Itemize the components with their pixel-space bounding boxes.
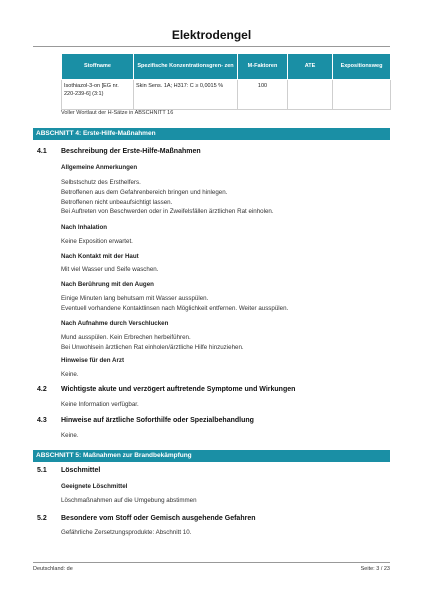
col-header-expositionsweg: Expositionsweg [333,54,391,80]
eye-contact-text [61,294,391,314]
doctor-notes-heading: Hinweise für den Arzt [61,357,125,364]
eye-contact-heading: Nach Berührung mit den Augen [61,281,154,288]
skin-contact-text: Mit viel Wasser und Seife waschen. [61,266,159,273]
section-4-2-title: Wichtigste akute und verzögert auftretende Symptome und Wirkungen [61,386,296,393]
general-line: Selbstschutz des Ersthelfers. [61,179,141,186]
section-4-1-number: 4.1 [37,148,47,155]
section-5-1-number: 5.1 [37,467,47,474]
general-line: Betroffenen nicht unbeaufsichtigt lassen. [61,198,173,206]
title-divider [33,46,390,47]
section-4-3-text: Keine. [61,432,79,439]
ingestion-line: Mund ausspülen. Kein Erbrechen herbeiführen. [61,334,191,341]
document-title: Elektrodengel [171,28,252,42]
cell-stoffname: Isothiazol-3-on [EG nr. 220-239-6] (3:1) [62,80,134,110]
section-4-2-number: 4.2 [37,386,47,393]
inhalation-heading: Nach Inhalation [61,224,108,231]
extinguishing-media-text: Löschmaßnahmen auf die Umgebung abstimmen [61,497,197,504]
table-row [62,80,391,110]
section-5-2-title: Besondere vom Stoff oder Gemisch ausgehende Gefahren [61,515,256,522]
h-statement-note: Voller Wortlaut der H-Sätze in ABSCHNITT 16 [61,110,174,116]
cell-m-faktoren: 100 [238,80,288,110]
ingestion-line: Bei Unwohlsein ärztlichen Rat einholen/ärztliche Hilfe hinzuziehen. [61,343,244,351]
ingestion-text [61,333,391,353]
cell-konzentrationsgrenzen: Skin Sens. 1A; H317: C ≥ 0,0015 % [134,80,238,110]
eye-line: Eventuell vorhandene Kontaktlinsen nach Möglichkeit entfernen. Weiter ausspülen. [61,304,289,312]
section-5-2-number: 5.2 [37,515,47,522]
ingestion-heading: Nach Aufnahme durch Verschlucken [61,320,169,327]
eye-line: Einige Minuten lang behutsam mit Wasser ausspülen. [61,295,209,302]
general-line: Bei Auftreten von Beschwerden oder in Zweifelsfällen ärztlichen Rat einholen. [61,208,274,216]
skin-contact-heading: Nach Kontakt mit der Haut [61,253,139,260]
col-header-stoffname: Stoffname [62,54,134,80]
general-line: Betroffenen aus dem Gefahrenbereich bringen und hinlegen. [61,188,228,196]
inhalation-text: Keine Exposition erwartet. [61,238,133,245]
doctor-notes-text: Keine. [61,371,79,378]
footer-page-number: Seite: 3 / 23 [360,566,390,572]
general-notes-heading: Allgemeine Anmerkungen [61,164,138,171]
cell-expositionsweg [333,80,391,110]
section-5-2-text: Gefährliche Zersetzungsprodukte: Abschnitt 10. [61,529,192,536]
general-notes-text [61,178,391,217]
col-header-m-faktoren: M-Faktoren [238,54,288,80]
section-4-2-text: Keine Information verfügbar. [61,401,139,408]
section-4-1-title: Beschreibung der Erste-Hilfe-Maßnahmen [61,148,201,155]
cell-ate [288,80,333,110]
col-header-konzentrationsgrenzen: Spezifische Konzentrationsgren- zen [134,54,238,80]
section-5-1-title: Löschmittel [61,467,101,474]
col-header-ate: ATE [288,54,333,80]
extinguishing-media-heading: Geeignete Löschmittel [61,483,128,490]
section-4-3-number: 4.3 [37,417,47,424]
substance-table [61,53,391,110]
section-4-3-title: Hinweise auf ärztliche Soforthilfe oder Spezialbehandlung [61,417,254,424]
footer-country: Deutschland: de [33,566,73,572]
section-5-header: ABSCHNITT 5: Maßnahmen zur Brandbekämpfung [33,450,390,462]
table-header-row [62,54,391,80]
footer-divider [33,562,390,563]
section-4-header: ABSCHNITT 4: Erste-Hilfe-Maßnahmen [33,128,390,140]
